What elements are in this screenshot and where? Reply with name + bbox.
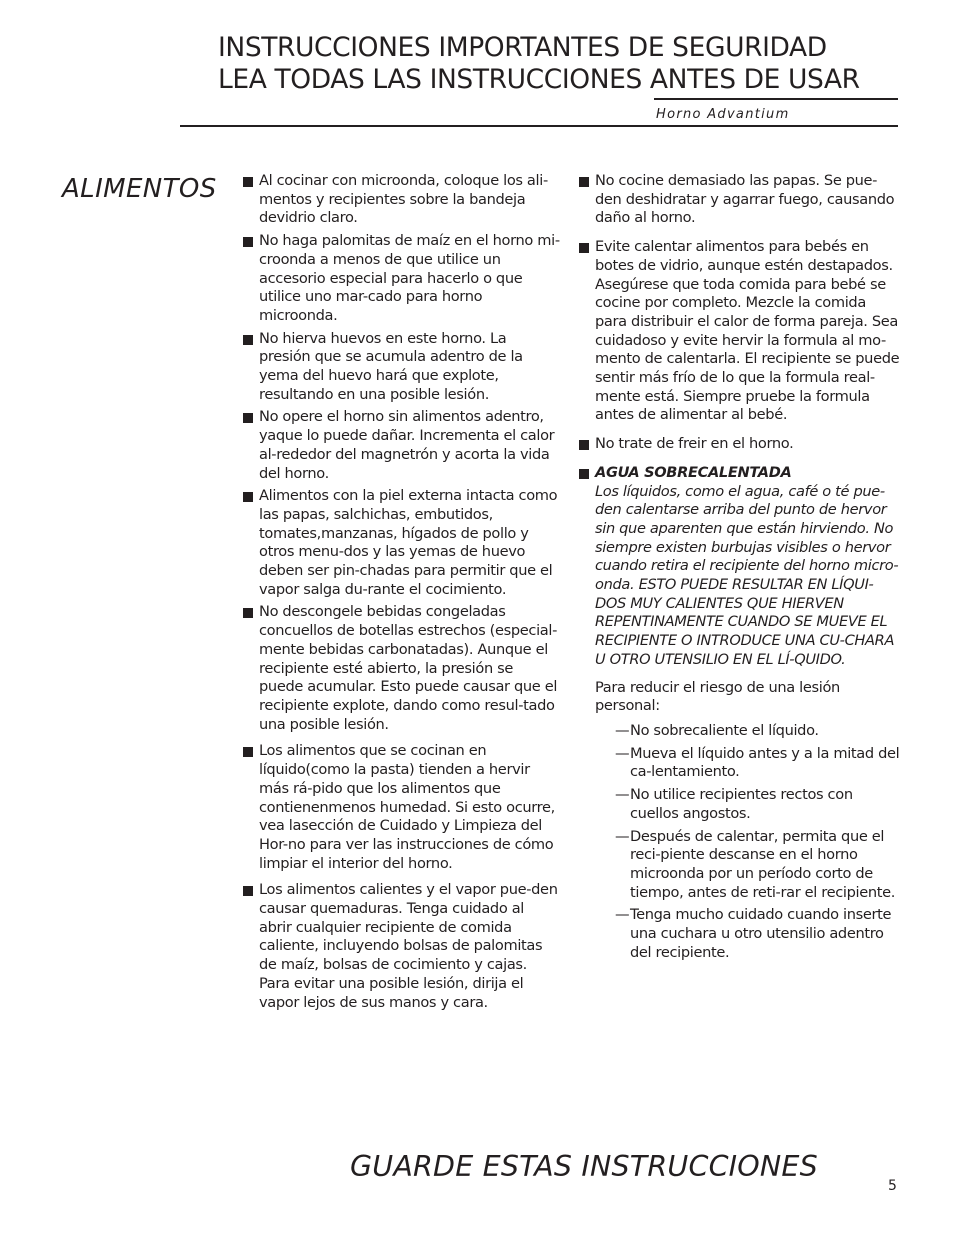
list-item <box>242 408 560 483</box>
list-item-text: Los alimentos que se cocinan en líquido(como la pasta) tienden a hervir más rá-pido que los alimentos que contienenmenos humedad. Si esto ocurre, vea lasección de Cuidado y Limpieza del Hor-no para ver las instrucciones de cómo limpiar el interior del horno. <box>259 742 555 872</box>
bullet-square-icon <box>243 608 253 618</box>
list-item <box>242 742 560 873</box>
list-item-text: No cocine demasiado las papas. Se pue-den deshidratar y agarrar fuego, causando daño al horno. <box>595 172 895 227</box>
list-item-text: No hierva huevos en este horno. La presión que se acumula adentro de la yema del huevo hará que explote, resultando en una posible lesión. <box>259 329 523 403</box>
warning-intro: Para reducir el riesgo de una lesión personal: <box>595 678 840 715</box>
warning-block <box>578 464 900 670</box>
bullet-square-icon <box>243 747 253 757</box>
bullet-square-icon <box>243 237 253 247</box>
right-column <box>578 172 900 966</box>
list-item <box>578 435 900 454</box>
warning-steps <box>578 722 900 962</box>
warning-body: Los líquidos, como el agua, café o té pue-den calentarse arriba del punto de hervor sin que aparenten que están hirviendo. No siempre existen burbujas visibles o hervor cuando retira el recipiente del horno micro-onda. ESTO PUEDE RESULTAR EN LÍQUI-DOS MUY CALIENTES QUE HIERVEN REPENTINAMENTE CUANDO SE MUEVE EL RECIPIENTE O INTRODUCE UNA CU-CHARA U OTRO UTENSILIO EN EL LÍ-QUIDO. <box>595 482 899 668</box>
footer-title: GUARDE ESTAS INSTRUCCIONES <box>350 1150 818 1183</box>
dash-mark: — <box>615 721 630 739</box>
warning-step <box>578 745 900 782</box>
list-item-text: No haga palomitas de maíz en el horno mi-croonda a menos de que utilice un accesorio especial para hacerlo o que utilice uno mar-cado para horno microonda. <box>259 232 560 324</box>
bullet-square-icon <box>243 492 253 502</box>
section-heading: ALIMENTOS <box>62 174 217 204</box>
bullet-square-icon <box>579 177 589 187</box>
list-item <box>242 487 560 599</box>
list-item-text: Evite calentar alimentos para bebés en botes de vidrio, aunque estén destapados. Asegúrese que toda comida para bebé se cocine por completo. Mezcle la comida para distribuir el calor de forma pareja. Sea cuidadoso y evite hervir la formula al mo-mento de calentarla. El recipiente se puede sentir más frío de lo que la formula real-mente está. Siempre pruebe la formula antes de alimentar al bebé. <box>595 238 900 424</box>
header-divider <box>180 125 898 127</box>
list-item <box>578 172 900 228</box>
bullet-square-icon <box>243 335 253 345</box>
header-divider-short <box>654 98 898 100</box>
warning-step-text: No sobrecaliente el líquido. <box>630 721 819 739</box>
bullet-square-icon <box>243 177 253 187</box>
page-title-line-2: LEA TODAS LAS INSTRUCCIONES ANTES DE USAR <box>218 64 860 95</box>
list-item <box>242 172 560 228</box>
page-number: 5 <box>888 1178 897 1194</box>
warning-step-text: Después de calentar, permita que el reci-piente descanse en el horno microonda por un período corto de tiempo, antes de reti-rar el recipiente. <box>630 827 896 901</box>
warning-step-text: Mueva el líquido antes y a la mitad del ca-lentamiento. <box>630 744 900 781</box>
bullet-square-icon <box>579 243 589 253</box>
page-title <box>218 32 918 96</box>
list-item-text: Al cocinar con microonda, coloque los ali-mentos y recipientes sobre la bandeja devidrio claro. <box>259 172 548 227</box>
page-title-line-1: INSTRUCCIONES IMPORTANTES DE SEGURIDAD <box>218 32 827 63</box>
list-item <box>242 881 560 1012</box>
warning-title: AGUA SOBRECALENTADA <box>595 463 792 481</box>
list-item <box>242 330 560 405</box>
list-item <box>242 603 560 734</box>
warning-step <box>578 906 900 962</box>
list-item-text: No opere el horno sin alimentos adentro, yaque lo puede dañar. Incrementa el calor al-rededor del magnetrón y acorta la vida del horno. <box>259 408 555 482</box>
warning-step-text: Tenga mucho cuidado cuando inserte una cuchara u otro utensilio adentro del recipiente. <box>630 906 892 961</box>
list-item-text: No trate de freir en el horno. <box>595 435 794 453</box>
left-column <box>242 172 560 1012</box>
bullet-square-icon <box>243 886 253 896</box>
bullet-square-icon <box>243 413 253 423</box>
list-item-text: Los alimentos calientes y el vapor pue-den causar quemaduras. Tenga cuidado al abrir cualquier recipiente de comida caliente, incluyendo bolsas de palomitas de maíz, bolsas de cocimiento y cajas. Para evitar una posible lesión, dirija el vapor lejos de sus manos y cara. <box>259 881 558 1011</box>
product-name: Horno Advantium <box>656 107 790 122</box>
list-item-text: No descongele bebidas congeladas concuellos de botellas estrechos (especial-mente bebidas carbonatadas). Aunque el recipiente esté abierto, la presión se puede acumular. Esto puede causar que el recipiente explote, dando como resul-tado una posible lesión. <box>259 603 558 733</box>
list-item <box>242 232 560 326</box>
warning-step <box>578 828 900 903</box>
warning-step-text: No utilice recipientes rectos con cuellos angostos. <box>630 786 853 822</box>
bullet-square-icon <box>579 469 589 479</box>
bullet-square-icon <box>579 440 589 450</box>
dash-mark: — <box>615 827 630 845</box>
dash-mark: — <box>615 906 630 924</box>
list-item <box>578 238 900 425</box>
dash-mark: — <box>615 744 630 762</box>
dash-mark: — <box>615 786 630 804</box>
list-item-text: Alimentos con la piel externa intacta como las papas, salchichas, embutidos, tomates,manzanas, hígados de pollo y otros menu-dos y las yemas de huevo deben ser pin-chadas para permitir que el vapor salga du-rante el cocimiento. <box>259 487 558 598</box>
warning-step <box>578 786 900 823</box>
warning-step <box>578 722 900 741</box>
